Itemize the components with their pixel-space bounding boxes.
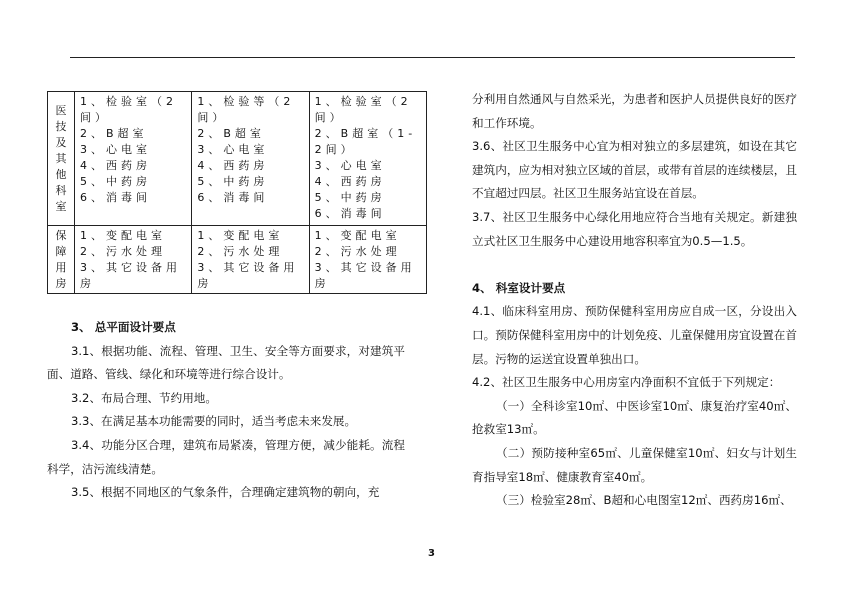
table-cell: 1、检验等（2间） 2、B超室 3、心电室 4、西药房 5、中药房 6、消毒间 (192, 92, 309, 226)
section-heading: 4、 科室设计要点 (472, 280, 566, 295)
room-table (47, 91, 427, 294)
category-cell: 保 障 用 房 (48, 226, 75, 294)
page-number: 3 (428, 548, 435, 559)
spacer (472, 253, 797, 277)
table-row (48, 92, 427, 226)
table-cell: 1、检验室（2间） 2、B超室 3、心电室 4、西药房 5、中药房 6、消毒间 (75, 92, 192, 226)
paragraph: 3.3、在满足基本功能需要的同时，适当考虑未来发展。 (71, 414, 357, 429)
paragraph: （二）预防接种室65㎡、儿童保健室10㎡、妇女与计划生育指导室18㎡、健康教育室40㎡。 (472, 445, 797, 484)
paragraph: 3.4、功能分区合理，建筑布局紧凑，管理方便，减少能耗。流程科学，洁污流线清楚。 (47, 437, 405, 476)
paragraph: 分利用自然通风与自然采光，为患者和医护人员提供良好的医疗和工作环境。 (472, 92, 797, 130)
left-column (47, 316, 405, 505)
paragraph: （三）检验室28㎡、B超和心电图室12㎡、西药房16㎡、 (496, 493, 792, 508)
table-cell: 1、检验室（2间） 2、B超室（1-2间） 3、心电室 4、西药房 5、中药房 6、消毒间 (309, 92, 426, 226)
paragraph: （一）全科诊室10㎡、中医诊室10㎡、康复治疗室40㎡、抢救室13㎡。 (472, 398, 797, 437)
paragraph: 4.1、临床科室用房、预防保健科室用房应自成一区，分设出入口。预防保健科室用房中的计划免疫、儿童保健用房宜设置在首层。污物的运送宜设置单独出口。 (472, 304, 797, 366)
table-cell: 1、变配电室 2、污水处理 3、其它设备用房 (75, 226, 192, 294)
paragraph: 3.6、社区卫生服务中心宜为相对独立的多层建筑，如设在其它建筑内，应为相对独立区域的首层，或带有首层的连续楼层，且不宜超过四层。社区卫生服务站宜设在首层。 (472, 139, 797, 201)
header-rule (70, 57, 795, 58)
right-column (472, 88, 797, 513)
paragraph: 3.7、社区卫生服务中心绿化用地应符合当地有关规定。新建独立式社区卫生服务中心建设用地容积率宜为0.5—1.5。 (472, 209, 797, 248)
category-cell: 医 技 及 其 他 科 室 (48, 92, 75, 226)
table-cell: 1、变配电室 2、污水处理 3、其它设备用房 (309, 226, 426, 294)
paragraph: 3.2、布局合理、节约用地。 (71, 390, 217, 405)
table-cell: 1、变配电室 2、污水处理 3、其它设备用房 (192, 226, 309, 294)
paragraph: 3.1、根据功能、流程、管理、卫生、安全等方面要求，对建筑平面、道路、管线、绿化和环境等进行综合设计。 (47, 343, 405, 382)
paragraph: 3.5、根据不同地区的气象条件，合理确定建筑物的朝向，充 (71, 485, 380, 500)
section-heading: 3、 总平面设计要点 (71, 320, 176, 334)
table-row (48, 226, 427, 294)
paragraph: 4.2、社区卫生服务中心用房室内净面积不宜低于下列规定： (472, 375, 781, 390)
